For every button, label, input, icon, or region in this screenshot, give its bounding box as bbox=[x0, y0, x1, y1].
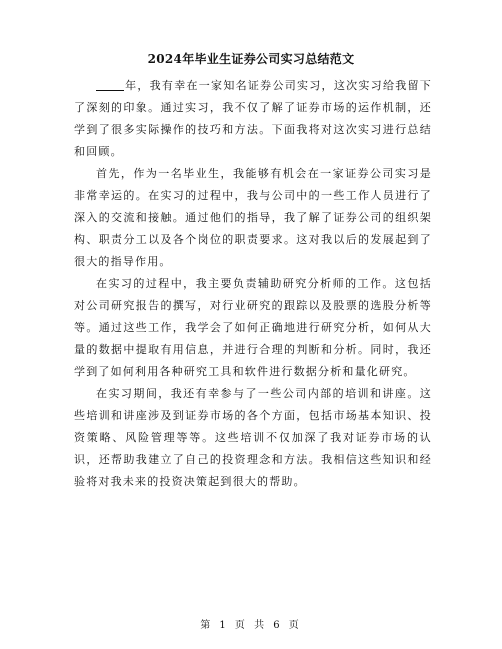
intro-paragraph bbox=[74, 75, 432, 163]
document-body bbox=[74, 75, 432, 493]
paragraph-2: 在实习的过程中，我主要负责辅助研究分析师的工作。这包括对公司研究报告的撰写，对行业研究的跟踪以及股票的选股分析等等。通过这些工作，我学会了如何正确地进行研究分析，如何从大量的数据中提取有用信息，并进行合理的判断和分析。同时，我还学到了如何利用各种研究工具和软件进行数据分析和量化研究。 bbox=[74, 277, 432, 378]
paragraph-3: 在实习期间，我还有幸参与了一些公司内部的培训和讲座。这些培训和讲座涉及到证券市场的各个方面，包括市场基本知识、投资策略、风险管理等等。这些培训不仅加深了我对证券市场的认识，还帮助我建立了自己的投资理念和方法。我相信这些知识和经验将对我未来的投资决策起到很大的帮助。 bbox=[74, 387, 432, 488]
paragraph-1: 首先，作为一名毕业生，我能够有机会在一家证券公司实习是非常幸运的。在实习的过程中，我与公司中的一些工作人员进行了深入的交流和接触。通过他们的指导，我了解了证券公司的组织架构、职责分工以及各个岗位的职责要求。这对我以后的发展起到了很大的指导作用。 bbox=[74, 167, 432, 268]
year-blank bbox=[96, 78, 124, 91]
page-number-footer: 第 1 页 共 6 页 bbox=[200, 620, 302, 631]
intro-text: 年，我有幸在一家知名证券公司实习，这次实习给我留下了深刻的印象。通过实习，我不仅了解了证券市场的运作机制，还学到了很多实际操作的技巧和方法。下面我将对这次实习进行总结和回顾。 bbox=[74, 79, 432, 158]
document-title: 2024年毕业生证券公司实习总结范文 bbox=[147, 52, 355, 66]
